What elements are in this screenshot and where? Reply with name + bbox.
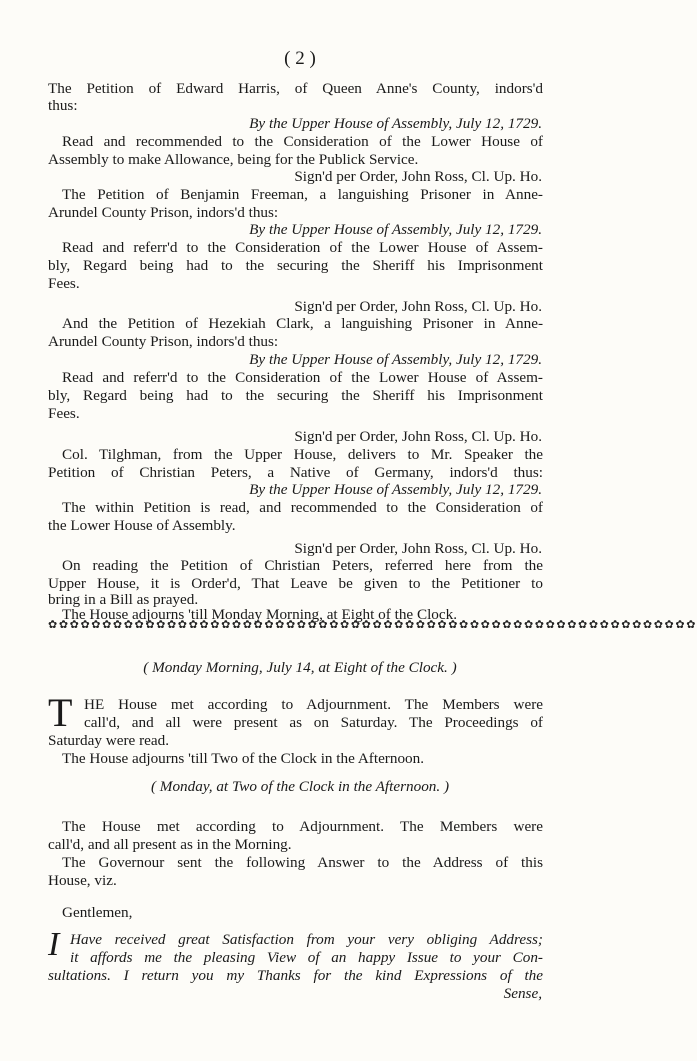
text-line: Col. Tilghman, from the Upper House, delivers to Mr. Speaker the — [62, 446, 543, 463]
text-line: The Petition of Benjamin Freeman, a languishing Prisoner in Anne- — [62, 186, 543, 203]
text-line: By the Upper House of Assembly, July 12, 1729. — [249, 481, 542, 498]
text-line: Petition of Christian Peters, a Native of Germany, indors'd thus: — [48, 464, 543, 481]
text-line: HE House met according to Adjournment. The Members were — [84, 696, 543, 713]
text-line: sultations. I return you my Thanks for the kind Expressions of the — [48, 967, 543, 984]
section-heading: ( Monday Morning, July 14, at Eight of the Clock. ) — [143, 659, 457, 676]
drop-cap: T — [48, 690, 73, 735]
text-line: it affords me the pleasing View of an happy Issue to your Con- — [70, 949, 543, 966]
text-line: Have received great Satisfaction from your very obliging Address; — [70, 931, 543, 948]
signature-line: Sign'd per Order, John Ross, Cl. Up. Ho. — [294, 298, 542, 315]
text-line: Saturday were read. — [48, 732, 170, 749]
text-line: Arundel County Prison, indors'd thus: — [48, 333, 279, 350]
salutation: Gentlemen, — [62, 904, 133, 921]
drop-cap: I — [48, 926, 60, 963]
signature-line: Sign'd per Order, John Ross, Cl. Up. Ho. — [294, 168, 542, 185]
text-line: bly, Regard being had to the securing the Sheriff his Imprisonment — [48, 387, 543, 404]
catchword: Sense, — [503, 985, 542, 1002]
text-line: Read and referr'd to the Consideration of the Lower House of Assem- — [62, 369, 543, 386]
ornament-divider: ✿✿✿✿✿✿✿✿✿✿✿✿✿✿✿✿✿✿✿✿✿✿✿✿✿✿✿✿✿✿✿✿✿✿✿✿✿✿✿✿✿✿✿✿✿✿✿✿✿✿✿✿✿✿✿✿✿✿✿✿ — [48, 619, 697, 631]
text-line: Upper House, it is Order'd, That Leave be given to the Petitioner to — [48, 575, 543, 592]
text-line: By the Upper House of Assembly, July 12, 1729. — [249, 115, 542, 132]
signature-line: Sign'd per Order, John Ross, Cl. Up. Ho. — [294, 540, 542, 557]
text-line: bly, Regard being had to the securing the Sheriff his Imprisonment — [48, 257, 543, 274]
text-line: The Governour sent the following Answer to the Address of this — [62, 854, 543, 871]
text-line: bring in a Bill as prayed. — [48, 591, 199, 608]
adjourn-line: The House adjourns 'till Monday Morning, at Eight of the Clock. — [62, 606, 458, 623]
text-line: Fees. — [48, 275, 80, 292]
text-line: And the Petition of Hezekiah Clark, a languishing Prisoner in Anne- — [62, 315, 543, 332]
text-line: call'd, and all were present as on Saturday. The Proceedings of — [84, 714, 543, 731]
text-line: Fees. — [48, 405, 80, 422]
text-line: By the Upper House of Assembly, July 12, 1729. — [249, 221, 542, 238]
page-number: ( 2 ) — [284, 48, 316, 69]
signature-line: Sign'd per Order, John Ross, Cl. Up. Ho. — [294, 428, 542, 445]
text-line: House, viz. — [48, 872, 117, 889]
text-line: By the Upper House of Assembly, July 12, 1729. — [249, 351, 542, 368]
text-line: On reading the Petition of Christian Peters, referred here from the — [62, 557, 543, 574]
text-line: Assembly to make Allowance, being for the Publick Service. — [48, 151, 419, 168]
text-line: Read and recommended to the Consideration of the Lower House of — [62, 133, 543, 150]
text-line: The Petition of Edward Harris, of Queen Anne's County, indors'd — [48, 80, 543, 97]
text-line: The within Petition is read, and recommended to the Consideration of — [62, 499, 543, 516]
text-line: the Lower House of Assembly. — [48, 517, 236, 534]
text-line: Read and referr'd to the Consideration of the Lower House of Assem- — [62, 239, 543, 256]
text-line: The House met according to Adjournment. The Members were — [62, 818, 543, 835]
section-heading: ( Monday, at Two of the Clock in the Afternoon. ) — [150, 778, 450, 795]
text-line: The House adjourns 'till Two of the Clock in the Afternoon. — [62, 750, 425, 767]
text-line: Arundel County Prison, indors'd thus: — [48, 204, 279, 221]
text-line: thus: — [48, 97, 78, 114]
text-line: call'd, and all present as in the Morning. — [48, 836, 292, 853]
